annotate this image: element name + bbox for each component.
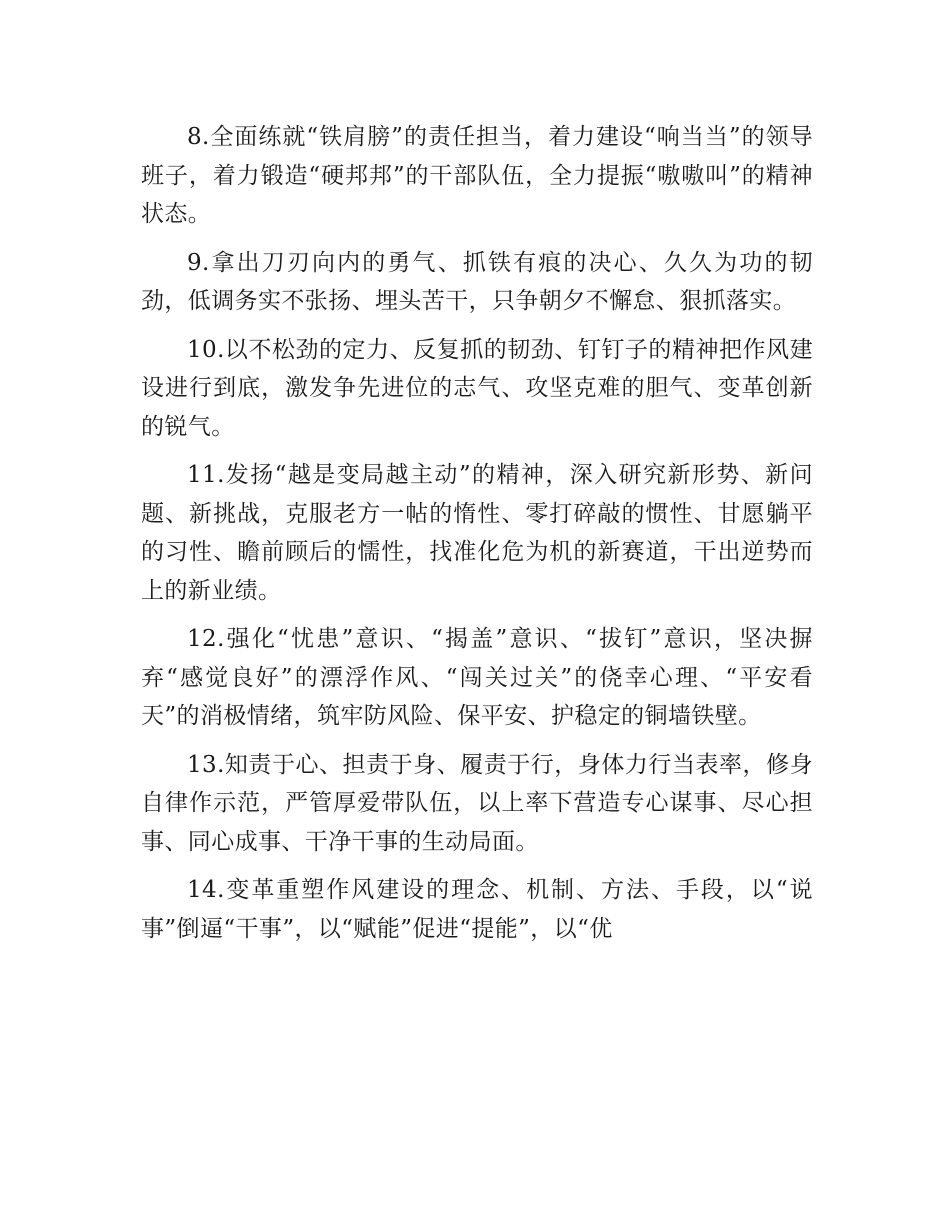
paragraph-10: 10.以不松劲的定力、反复抓的韧劲、钉钉子的精神把作风建设进行到底，激发争先进位的志气、攻坚克难的胆气、变革创新的锐气。 — [141, 336, 813, 440]
paragraph-8: 8.全面练就“铁肩膀”的责任担当，着力建设“响当当”的领导班子，着力锻造“硬邦邦”的干部队伍，全力提振“嗷嗷叫”的精神状态。 — [141, 124, 813, 227]
paragraph-11: 11.发扬“越是变局越主动”的精神，深入研究新形势、新问题、新挑战，克服老方一帖的惰性、零打碎敲的惯性、甘愿躺平的习性、瞻前顾后的懦性，找准化危为机的新赛道，干出逆势而上的新业绩。 — [141, 462, 813, 604]
paragraph-12: 12.强化“忧患”意识、“揭盖”意识、“拔钉”意识，坚决摒弃“感觉良好”的漂浮作风、“闯关过关”的侥幸心理、“平安看天”的消极情绪，筑牢防风险、保平安、护稳定的铜墙铁壁。 — [141, 626, 813, 729]
paragraph-9: 9.拿出刀刃向内的勇气、抓铁有痕的决心、久久为功的韧劲，低调务实不张扬、埋头苦干，只争朝夕不懈怠、狠抓落实。 — [141, 249, 813, 314]
paragraph-14: 14.变革重塑作风建设的理念、机制、方法、手段，以“说事”倒逼“干事”，以“赋能”促进“提能”，以“优 — [141, 877, 813, 942]
paragraph-13: 13.知责于心、担责于身、履责于行，身体力行当表率，修身自律作示范，严管厚爱带队伍，以上率下营造专心谋事、尽心担事、同心成事、干净干事的生动局面。 — [141, 751, 813, 855]
document-body — [141, 118, 813, 958]
